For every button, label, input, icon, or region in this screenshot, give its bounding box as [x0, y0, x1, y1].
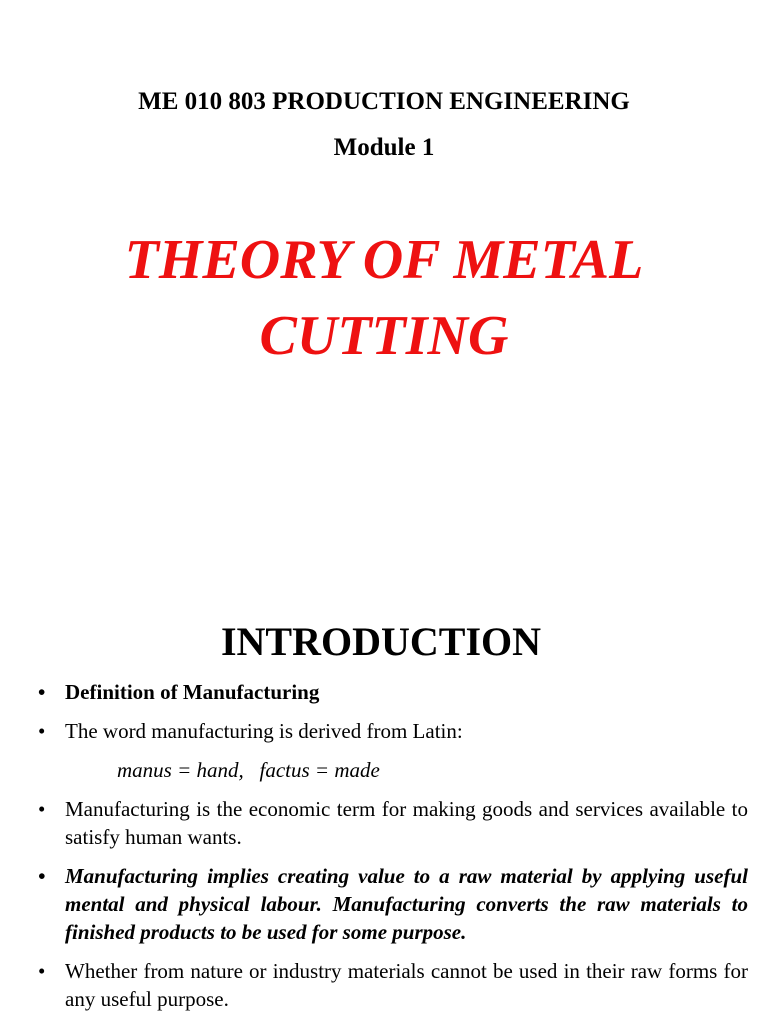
- section-title: INTRODUCTION: [220, 619, 542, 664]
- main-title-line-2: CUTTING: [259, 305, 509, 367]
- bullet-dot-icon: •: [38, 719, 46, 743]
- bullet-dot-icon: •: [38, 959, 46, 983]
- bullet-text: Definition of Manufacturing: [65, 680, 320, 704]
- bullet-text: Manufacturing implies creating value to a raw material by applying useful mental and physical labour. Manufacturing converts the raw materials to finished products to be used for some purpose.: [65, 864, 748, 944]
- bullet-item: [0, 862, 768, 946]
- bullet-list: [0, 678, 768, 1013]
- bullet-text: Manufacturing is the economic term for making goods and services available to satisfy human wants.: [65, 797, 748, 849]
- bullet-item: [0, 957, 768, 1013]
- course-title: ME 010 803 PRODUCTION ENGINEERING: [138, 88, 630, 115]
- bullet-dot-icon: •: [38, 797, 46, 821]
- etymology-line: manus = hand, factus = made: [117, 758, 380, 782]
- module-label: Module 1: [333, 134, 435, 161]
- introduction-slide: [0, 560, 768, 1024]
- bullet-item: [0, 717, 768, 745]
- bullet-dot-icon: •: [38, 864, 46, 888]
- bullet-item: [0, 678, 768, 706]
- main-title: [0, 222, 768, 374]
- bullet-text: The word manufacturing is derived from Latin:: [65, 719, 463, 743]
- main-title-line-1: THEORY OF METAL: [124, 229, 644, 291]
- bullet-dot-icon: •: [38, 680, 46, 704]
- bullet-text: Whether from nature or industry materials cannot be used in their raw forms for any useful purpose.: [65, 959, 748, 1011]
- bullet-item: [0, 795, 768, 851]
